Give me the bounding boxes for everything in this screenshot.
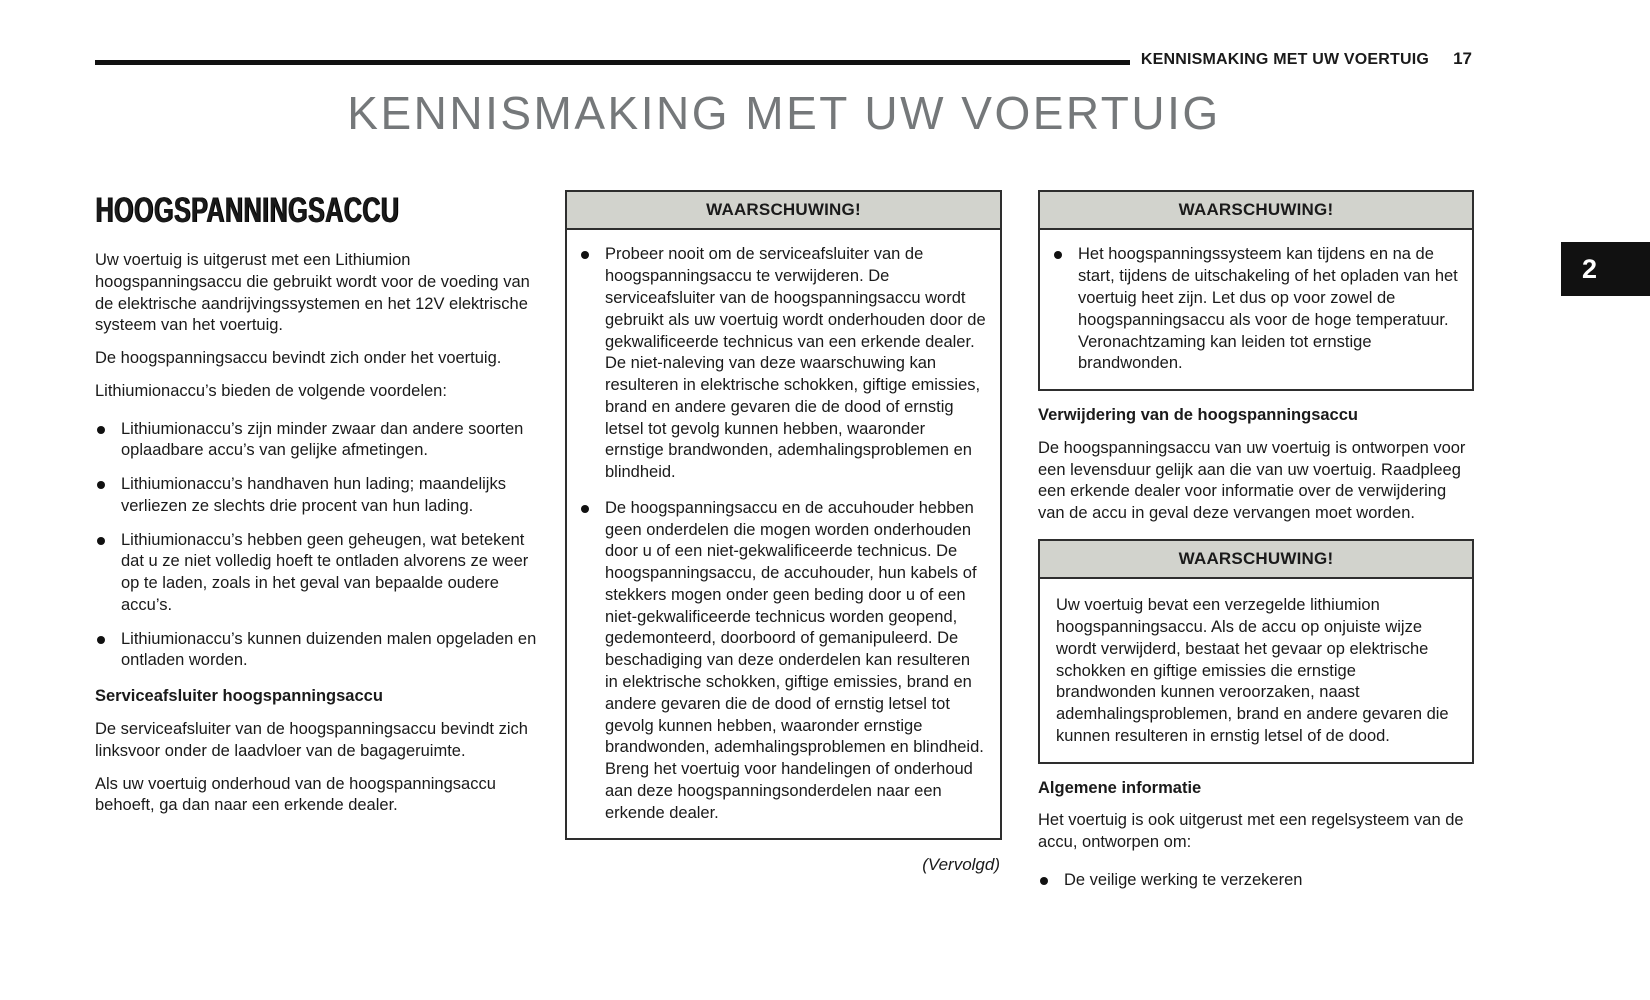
middle-column	[565, 190, 1002, 877]
continued-note: (Vervolgd)	[922, 855, 1000, 875]
section-heading: HOOGSPANNINGSACCU	[95, 191, 399, 230]
warning-box-title: WAARSCHUWING!	[567, 192, 1000, 230]
warning-box	[1038, 539, 1474, 764]
paragraph: Lithiumionaccu’s bieden de volgende voordelen:	[95, 381, 447, 400]
warning-box	[1038, 190, 1474, 391]
bullet-icon	[1040, 877, 1048, 885]
bullet-icon	[581, 505, 589, 513]
bullet-icon	[97, 537, 105, 545]
header-rule	[95, 60, 1130, 65]
paragraph: Als uw voertuig onderhoud van de hoogspanningsaccu behoeft, ga dan naar een erkende dealer.	[95, 774, 496, 815]
list-item	[579, 498, 986, 824]
warning-box-title: WAARSCHUWING!	[1040, 541, 1472, 579]
section-tab-number: 2	[1582, 253, 1598, 284]
page-number: 17	[1453, 49, 1472, 68]
running-head-title: KENNISMAKING MET UW VOERTUIG	[1140, 51, 1430, 68]
paragraph: De hoogspanningsaccu van uw voertuig is ontworpen voor een levensduur gelijk aan die van uw voertuig. Raadpleeg een erkende dealer voor informatie over de verwijdering van de accu in geval deze vervangen moet worden.	[1038, 438, 1466, 523]
list-item	[1052, 244, 1458, 375]
list-item-text: Lithiumionaccu’s handhaven hun lading; maandelijks verliezen ze slechts drie procent van hun lading.	[121, 475, 506, 515]
list-item-text: De hoogspanningsaccu en de accuhouder hebben geen onderdelen die mogen worden onderhouden door u of een niet-gekwalificeerde technicus. De hoogspanningsaccu, de accuhouder, hun kabels of stekkers mogen onder geen beding door u of een niet-gekwalificeerde technicus worden geopend, gedemonteerd, doorboord of gemanipuleerd. De beschadiging van deze onderdelen kan resulteren in elektrische schokken, giftige emissies, brand en andere gevaren die de dood of ernstig letsel tot gevolg kunnen hebben, waaronder ernstige brandwonden, ademhalingsproblemen en blindheid. Breng het voertuig voor handelingen of onderhoud aan deze hoogspanningsonderdelen naar een erkende dealer.	[605, 498, 984, 822]
paragraph: De hoogspanningsaccu bevindt zich onder het voertuig.	[95, 349, 502, 368]
bullet-icon	[1054, 251, 1062, 259]
list-item	[1038, 870, 1474, 892]
list-item-text: De veilige werking te verzekeren	[1064, 870, 1303, 889]
list-item-text: Probeer nooit om de serviceafsluiter van de hoogspanningsaccu te verwijderen. De serviceafsluiter van de hoogspanningsaccu wordt gebruikt als uw voertuig wordt onderhouden door de gekwalificeerde technicus van een erkende dealer. De niet-naleving van deze waarschuwing kan resulteren in elektrische schokken, giftige emissies, brand en andere gevaren die de dood of ernstig letsel tot gevolg kunnen hebben, waaronder ernstige brandwonden, ademhalingsproblemen en blindheid.	[605, 245, 986, 482]
paragraph: Uw voertuig is uitgerust met een Lithiumion hoogspanningsaccu die gebruikt wordt voor de voeding van de elektrische aandrijvingssystemen en het 12V elektrische systeem van het voertuig.	[95, 251, 530, 335]
list-item	[95, 629, 547, 673]
warning-box	[565, 190, 1002, 840]
section-tab	[1561, 242, 1650, 296]
list-item-text: Lithiumionaccu’s hebben geen geheugen, wat betekent dat u ze niet volledig hoeft te ontladen alvorens ze weer op te laden, zoals in het geval van bepaalde oudere accu’s.	[121, 530, 529, 614]
list-item	[579, 244, 986, 483]
bullet-icon	[97, 481, 105, 489]
list-item	[95, 530, 547, 617]
paragraph: Het voertuig is ook uitgerust met een regelsysteem van de accu, ontworpen om:	[1038, 811, 1464, 852]
bullet-icon	[97, 426, 105, 434]
subsection-heading: Algemene informatie	[1038, 778, 1202, 797]
list-item-text: Het hoogspanningssysteem kan tijdens en na de start, tijdens de uitschakeling of het opladen van het voertuig heet zijn. Let dus op voor zowel de hoogspanningsaccu als voor de hoge temperatuur. Veronachtzaming kan leiden tot ernstige brandwonden.	[1078, 245, 1458, 373]
list-item-text: Lithiumionaccu’s kunnen duizenden malen opgeladen en ontladen worden.	[121, 629, 537, 670]
paragraph: De serviceafsluiter van de hoogspanningsaccu bevindt zich linksvoor onder de laadvloer van de bagageruimte.	[95, 720, 528, 760]
list-item	[95, 474, 547, 518]
warning-text: Uw voertuig bevat een verzegelde lithiumion hoogspanningsaccu. Als de accu op onjuiste wijze wordt verwijderd, bestaat het gevaar op elektrische schokken en giftige emissies die ernstige brandwonden kunnen veroorzaken, naast ademhalingsproblemen, brand en andere gevaren die kunnen resulteren in ernstig letsel of de dood.	[1056, 596, 1449, 745]
subsection-heading: Serviceafsluiter hoogspanningsaccu	[95, 687, 383, 706]
bullet-icon	[581, 251, 589, 259]
subsection-heading: Verwijdering van de hoogspanningsaccu	[1038, 406, 1358, 425]
running-head	[1141, 49, 1472, 69]
warning-box-body	[1040, 230, 1472, 389]
chapter-title: KENNISMAKING MET UW VOERTUIG	[347, 87, 1221, 139]
warning-box-body	[1040, 579, 1472, 761]
warning-box-body	[567, 230, 1000, 838]
right-column	[1038, 190, 1474, 904]
warning-box-title: WAARSCHUWING!	[1040, 192, 1472, 230]
bullet-icon	[97, 636, 105, 644]
left-column	[95, 193, 547, 828]
list-item	[95, 419, 547, 463]
list-item-text: Lithiumionaccu’s zijn minder zwaar dan andere soorten oplaadbare accu’s van gelijke afmetingen.	[121, 419, 524, 460]
